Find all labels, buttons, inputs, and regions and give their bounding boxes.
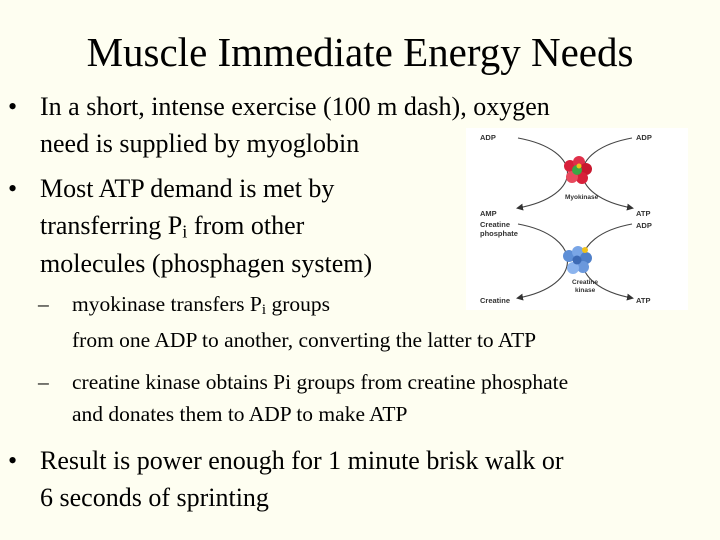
subbullet-text-line: creatine kinase obtains Pi groups from creatine phosphate [72, 370, 569, 394]
subbullet-marker: – [38, 370, 49, 394]
creatine-kinase-enzyme-icon [563, 246, 592, 274]
label-adp-top-left: ADP [480, 133, 496, 142]
label-adp-top-right: ADP [636, 133, 652, 142]
bullet-text-line: In a short, intense exercise (100 m dash), oxygen [40, 92, 550, 121]
bullet-text-line: need is supplied by myoglobin [40, 129, 360, 158]
phosphagen-diagram [466, 128, 688, 310]
bullet-marker: • [8, 446, 18, 475]
label-creatine-phosphate-2: phosphate [480, 229, 518, 238]
bullet-text-line: 6 seconds of sprinting [40, 483, 269, 512]
subbullet-text-line [72, 290, 330, 324]
label-atp-mid: ATP [636, 209, 651, 218]
subbullet-marker: – [38, 292, 49, 316]
bullet-text-line: molecules (phosphagen system) [40, 249, 373, 278]
bullet-marker: • [8, 174, 18, 203]
label-creatine-kinase-1: Creatine [572, 279, 599, 286]
label-adp-mid-right: ADP [636, 221, 652, 230]
text-run: from other [187, 211, 305, 240]
myokinase-enzyme-icon [564, 156, 592, 184]
subbullet-text-line: from one ADP to another, converting the latter to ATP [72, 328, 537, 352]
arrow-creatine-phosphate-to-creatine [518, 224, 568, 298]
label-creatine: Creatine [480, 296, 511, 305]
arrow-adp-to-amp [518, 138, 568, 208]
label-creatine-phosphate-1: Creatine [480, 220, 511, 229]
bullet-text-line: Most ATP demand is met by [40, 174, 335, 203]
bullet-marker: • [8, 92, 18, 121]
text-run: transferring P [40, 211, 183, 240]
label-atp-bottom: ATP [636, 296, 651, 305]
slide-title: Muscle Immediate Energy Needs [86, 29, 634, 75]
label-creatine-kinase-2: kinase [575, 287, 596, 294]
text-run: myokinase transfers P [72, 292, 262, 316]
bullet-text-line: Result is power enough for 1 minute brisk walk or [40, 446, 564, 475]
phosphagen-diagram-svg [466, 128, 688, 310]
label-myokinase: Myokinase [565, 194, 599, 201]
text-run: groups [266, 292, 330, 316]
label-amp: AMP [480, 209, 497, 218]
subscript-i: i [261, 302, 267, 318]
bullet-text-line [40, 209, 304, 249]
subscript-i: i [182, 221, 188, 242]
subbullet-text-line: and donates them to ADP to make ATP [72, 402, 408, 426]
